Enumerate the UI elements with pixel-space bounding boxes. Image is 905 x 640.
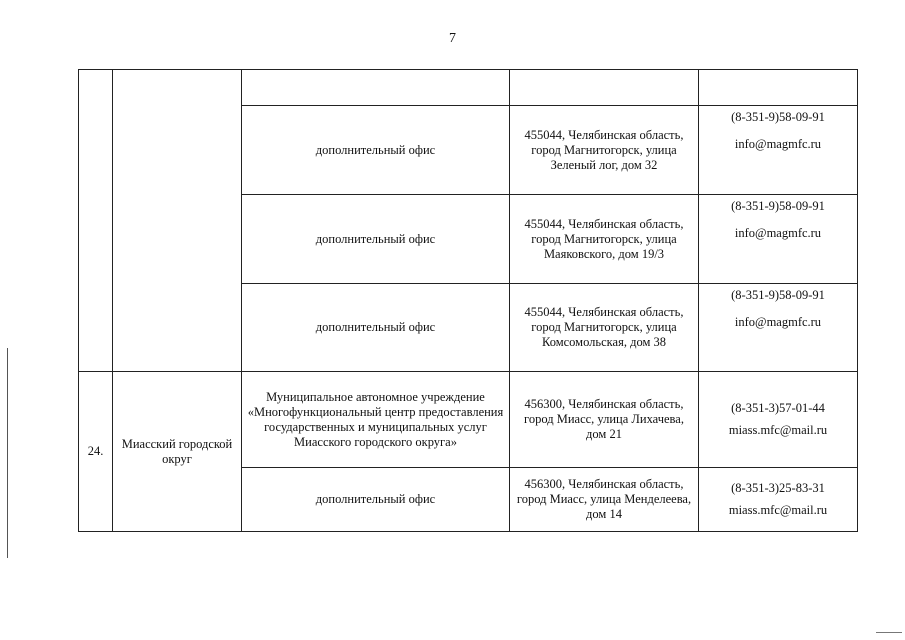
office-contacts [699,195,858,284]
office-address: 455044, Челябинская область, город Магнитогорск, улица Зеленый лог, дом 32 [510,106,699,195]
row-number [79,70,113,372]
office-email: miass.mfc@mail.ru [728,423,828,437]
office-name: дополнительный офис [242,106,510,195]
office-phone: (8-351-9)58-09-91 [731,199,825,213]
office-contacts [699,70,858,106]
office-contacts [699,106,858,195]
office-phone: (8-351-3)25-83-31 [731,481,825,495]
office-address: 455044, Челябинская область, город Магнитогорск, улица Маяковского, дом 19/3 [510,195,699,284]
office-phone: (8-351-3)57-01-44 [731,401,825,415]
table-row [79,372,858,468]
office-address: 456300, Челябинская область, город Миасс, улица Лихачева, дом 21 [510,372,699,468]
district-name [113,70,242,372]
corner-mark [876,632,902,633]
district-name: Миасский городской округ [113,372,242,532]
margin-line [7,348,8,558]
table-row [79,70,858,106]
office-email: info@magmfc.ru [734,137,822,151]
page-number: 7 [449,31,456,46]
office-name: Муниципальное автономное учреждение «Многофункциональный центр предоставления государственных и муниципальных услуг Миасского городского округа» [242,372,510,468]
office-name: дополнительный офис [242,195,510,284]
office-phone: (8-351-9)58-09-91 [731,288,825,302]
office-contacts [699,372,858,468]
office-phone: (8-351-9)58-09-91 [731,110,825,124]
office-contacts [699,284,858,372]
office-email: miass.mfc@mail.ru [728,503,828,517]
office-address [510,70,699,106]
office-name: дополнительный офис [242,284,510,372]
office-name [242,70,510,106]
office-contacts [699,468,858,532]
office-name: дополнительный офис [242,468,510,532]
mfc-offices-table [78,69,858,532]
office-email: info@magmfc.ru [734,226,822,240]
office-address: 456300, Челябинская область, город Миасс, улица Менделеева, дом 14 [510,468,699,532]
row-number: 24. [79,372,113,532]
office-email: info@magmfc.ru [734,315,822,329]
office-address: 455044, Челябинская область, город Магнитогорск, улица Комсомольская, дом 38 [510,284,699,372]
